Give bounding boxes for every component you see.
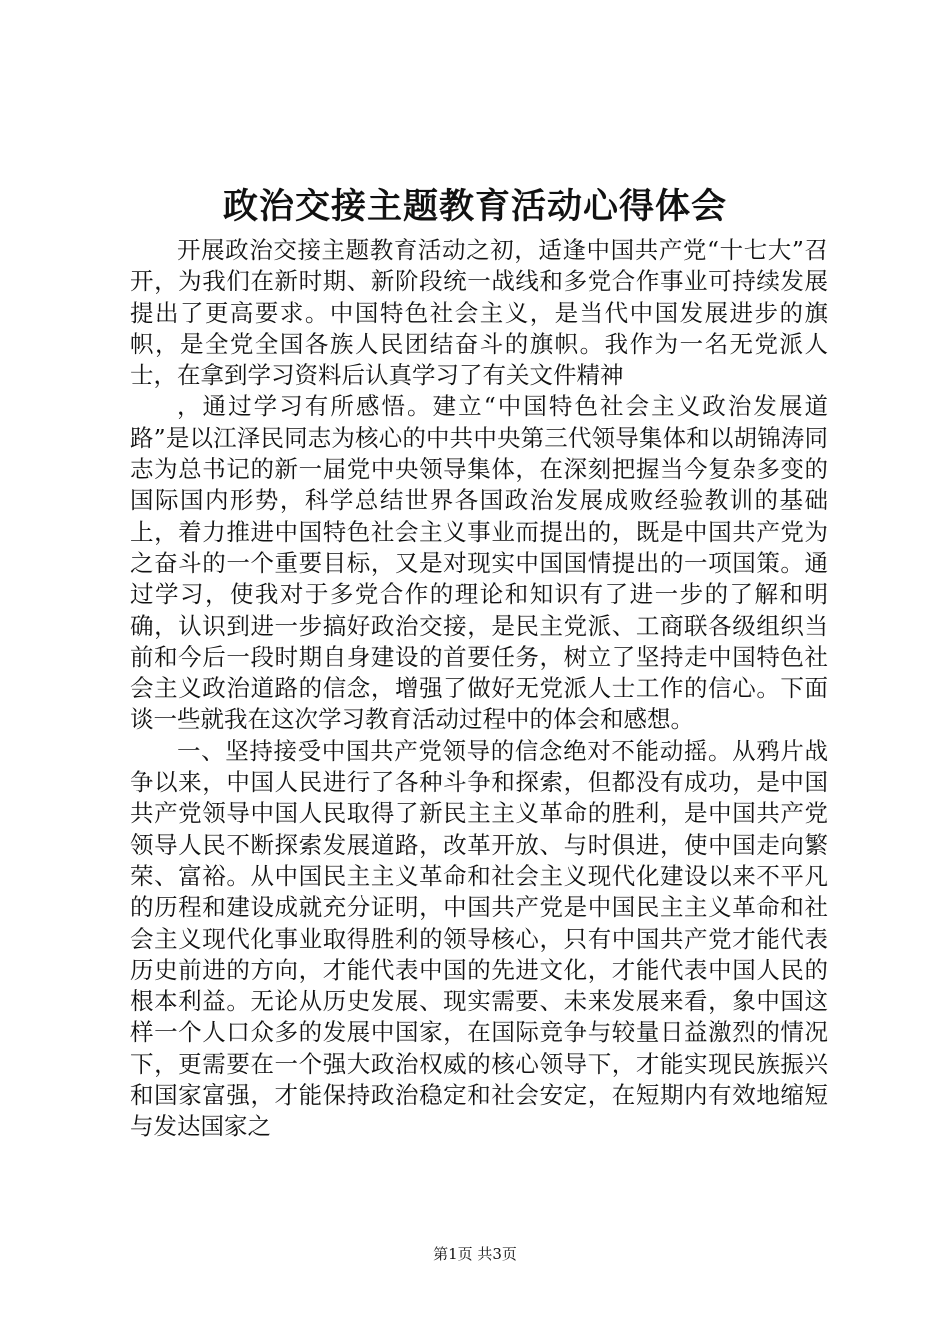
paragraph-point-one: 一、坚持接受中国共产党领导的信念绝对不能动摇。从鸦片战争以来，中国人民进行了各种斗争和探索，但都没有成功，是中国共产党领导中国人民取得了新民主主义革命的胜利，是中国共产党领导人民不断探索发展道路，改革开放、与时俱进，使中国走向繁荣、富裕。从中国民主主义革命和社会主义现代化建设以来不平凡的历程和建设成就充分证明，中国共产党是中国民主主义革命和社会主义现代化事业取得胜利的领导核心，只有中国共产党才能代表历史前进的方向，才能代表中国的先进文化，才能代表中国人民的根本利益。无论从历史发展、现实需要、未来发展来看，象中国这样一个人口众多的发展中国家，在国际竞争与较量日益激烈的情况下，更需要在一个强大政治权威的核心领导下，才能实现民族振兴和国家富强，才能保持政治稳定和社会安定，在短期内有效地缩短与发达国家之	[130, 736, 828, 1141]
paragraph-intro: 开展政治交接主题教育活动之初，适逢中国共产党“十七大”召开，为我们在新时期、新阶段统一战线和多党合作事业可持续发展提出了更高要求。中国特色社会主义，是当代中国发展进步的旗帜，是全党全国各族人民团结奋斗的旗帜。我作为一名无党派人士，在拿到学习资料后认真学习了有关文件精神	[130, 236, 828, 390]
document-body	[130, 235, 828, 1143]
document-title: 政治交接主题教育活动心得体会	[222, 186, 727, 227]
paragraph-learning: ，通过学习有所感悟。建立“中国特色社会主义政治发展道路”是以江泽民同志为核心的中共中央第三代领导集体和以胡锦涛同志为总书记的新一届党中央领导集体，在深刻把握当今复杂多变的国际国内形势，科学总结世界各国政治发展成败经验教训的基础上，着力推进中国特色社会主义事业而提出的，既是中国共产党为之奋斗的一个重要目标，又是对现实中国国情提出的一项国策。通过学习，使我对于多党合作的理论和知识有了进一步的了解和明确，认识到进一步搞好政治交接，是民主党派、工商联各级组织当前和今后一段时期自身建设的首要任务，树立了坚持走中国特色社会主义政治道路的信念，增强了做好无党派人士工作的信心。下面谈一些就我在这次学习教育活动过程中的体会和感想。	[130, 392, 828, 734]
page-number-footer: 第1页 共3页	[433, 1245, 517, 1263]
